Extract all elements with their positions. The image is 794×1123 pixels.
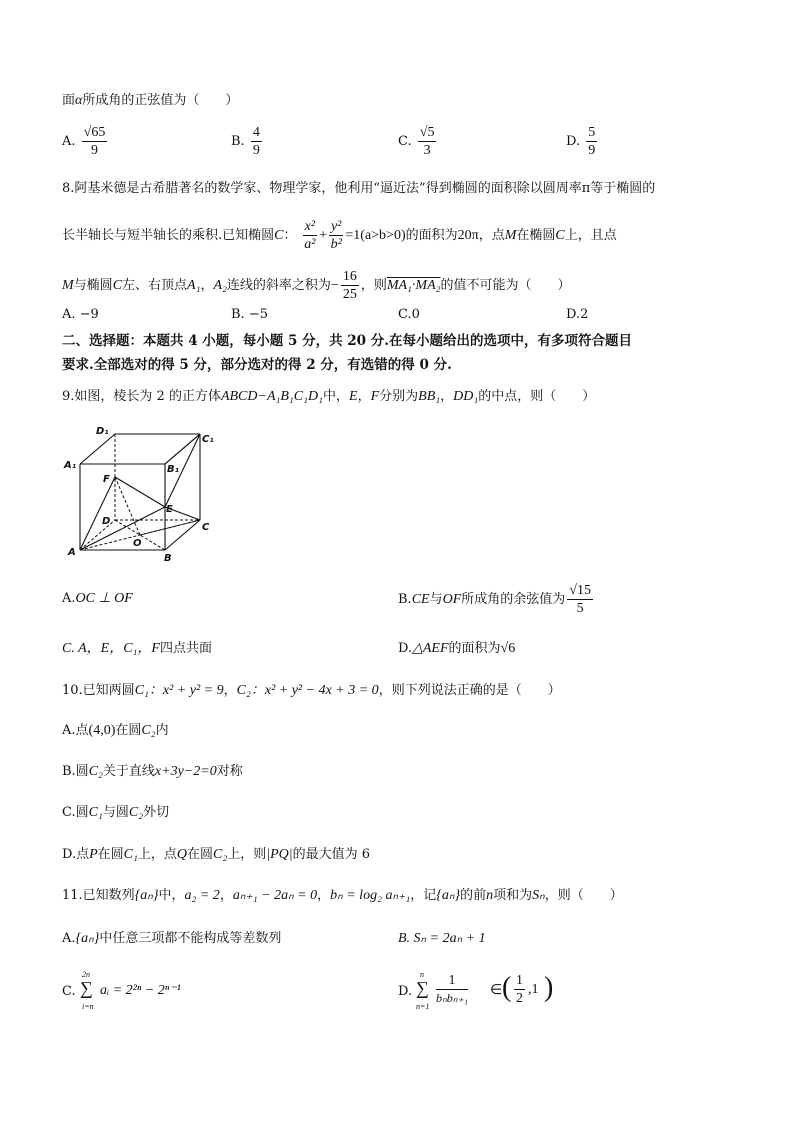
- numerator: y²: [330, 219, 342, 234]
- q9-option-a-expr: OC ⊥ OF: [75, 591, 133, 606]
- point-q: Q: [176, 847, 188, 862]
- q11-stem: [62, 887, 623, 905]
- label-d1: D₁: [96, 426, 109, 437]
- q9-text: 所成角的余弦值为: [461, 592, 566, 607]
- q11-text: 项和为: [493, 888, 533, 903]
- element-of: ∈: [490, 983, 503, 998]
- q10-text: 关于直线: [102, 764, 155, 779]
- numerator: √15: [569, 583, 591, 598]
- denominator: b²: [330, 237, 342, 252]
- denominator: bₙbₙ₊₁: [436, 991, 469, 1005]
- label-d: D: [102, 516, 111, 527]
- denominator: a²: [304, 237, 316, 252]
- option-label: A.: [62, 134, 76, 149]
- denominator: 9: [91, 143, 99, 158]
- circle-c2: C₂: [88, 764, 103, 779]
- q8-text: ，点: [478, 228, 505, 243]
- q9-text: 的中点，则（ ）: [478, 389, 596, 404]
- ellipse-name: C: [112, 278, 123, 293]
- segment-of: OF: [442, 592, 462, 607]
- label-a: A: [68, 547, 76, 558]
- fraction: [251, 124, 262, 159]
- line-equation: x+3y−2=0: [154, 764, 217, 779]
- condition-1: a₂ = 2: [184, 888, 220, 903]
- numerator: 5: [588, 125, 596, 140]
- minus: −: [330, 278, 339, 293]
- q10-text: 的最大值为 6: [292, 847, 371, 862]
- ellipse-name: C: [274, 228, 284, 243]
- q9-option-a: [62, 590, 133, 608]
- vertex-a1: A₁: [187, 278, 201, 293]
- comma: ，: [223, 683, 237, 698]
- plus: +: [319, 228, 327, 243]
- circle-c2: C₂: [213, 847, 228, 862]
- q8-text: 长半轴长与短半轴长的乘积.已知椭圆: [62, 228, 275, 243]
- q10-text: 上，点: [137, 847, 177, 862]
- q11-text: 的前: [460, 888, 487, 903]
- option-label: B.: [231, 134, 245, 149]
- fraction: [329, 218, 343, 253]
- q7-text: 所成角的正弦值为（ ）: [82, 93, 239, 108]
- label-c1: C₁: [202, 434, 214, 445]
- ellipse-equation-tail: =1(a>b>0): [345, 228, 406, 243]
- section-heading-cont: 要求.全部选对的得 5 分，部分选对的得 2 分，有选错的得 0 分.: [62, 357, 452, 373]
- option-label: C.: [62, 984, 76, 999]
- q10-text: A.点: [62, 723, 89, 738]
- q8-text: 在椭圆: [516, 228, 556, 243]
- circle-c1: C₁: [134, 683, 149, 698]
- circle-c2: C₂: [128, 805, 144, 820]
- numerator: 1: [516, 973, 523, 988]
- fraction: [436, 972, 468, 1007]
- numerator: √65: [83, 125, 106, 140]
- fraction: [514, 972, 525, 1007]
- q9-stem: [62, 388, 595, 406]
- vertex-a2: A₂: [213, 278, 227, 293]
- sigma: ∑: [80, 978, 93, 998]
- circle-c2: C₂: [141, 723, 156, 738]
- option-label: D.: [566, 134, 581, 149]
- section-heading: 二、选择题：本题共 4 小题，每小题 5 分，共 20 分.在每小题给出的选项中，有多项符合题目: [62, 333, 632, 349]
- q7-option-c: [398, 124, 438, 159]
- edge-bb1: BB₁: [418, 389, 441, 404]
- fraction: [586, 124, 597, 159]
- q8-text: 的值不可能为（ ）: [440, 278, 571, 293]
- q8-option-b: B. −5: [231, 307, 268, 322]
- ellipse-name: C: [555, 228, 565, 243]
- q8-line2: [62, 218, 617, 253]
- q8-text: 上，且点: [564, 228, 617, 243]
- circle-c1-equation: ：x² + y² = 9: [148, 683, 224, 698]
- segment-ce: CE: [411, 592, 430, 607]
- q9-option-c-points: C. A，E，C₁，F: [62, 641, 160, 656]
- q9-option-c: [62, 640, 212, 658]
- sum-sn: Sₙ: [532, 888, 545, 903]
- denominator: 3: [423, 143, 431, 158]
- point-e: E: [349, 389, 358, 404]
- vector-product: MA₁·MA₂: [386, 278, 441, 293]
- comma: ，: [200, 278, 214, 293]
- q11-text: 11.已知数列: [62, 888, 135, 903]
- label-a1: A₁: [64, 460, 77, 471]
- circle-c1: C₁: [123, 847, 138, 862]
- q8-text: ，则: [360, 278, 387, 293]
- q10-option-b: [62, 763, 243, 781]
- option-label: A.: [62, 931, 76, 946]
- sequence-an: {aₙ}: [134, 888, 159, 903]
- q8-line1: 8.阿基米德是古希腊著名的数学家、物理学家，他利用“逼近法”得到椭圆的面积除以圆周率π等于椭圆的: [62, 181, 656, 196]
- q9-text: 9.如图，棱长为 2 的正方体: [62, 389, 221, 404]
- q10-text: 与圆: [102, 805, 129, 820]
- q8-text: 的面积为: [405, 228, 458, 243]
- q7-option-a: [62, 124, 109, 159]
- option-label: A.: [62, 591, 76, 606]
- option-label: B.: [398, 592, 412, 607]
- cube-figure: [60, 422, 220, 562]
- left-paren: (: [502, 972, 512, 1003]
- right-paren: ): [544, 972, 554, 1003]
- option-label: C.: [398, 134, 412, 149]
- q10-text: 10.已知两圆: [62, 683, 135, 698]
- q7-option-d: [566, 124, 599, 159]
- fraction: [567, 582, 593, 617]
- var-n: n: [486, 888, 494, 903]
- q11-option-b-expr: B. Sₙ = 2aₙ + 1: [398, 931, 486, 946]
- q11-text: ，记: [410, 888, 437, 903]
- label-f: F: [103, 474, 110, 485]
- point-m: M: [62, 278, 74, 293]
- denominator: 5: [576, 601, 584, 616]
- q10-text: 在圆: [97, 847, 124, 862]
- condition-2: aₙ₊₁ − 2aₙ = 0: [232, 888, 318, 903]
- point-coord: (4,0): [88, 723, 116, 738]
- fraction: [303, 218, 317, 253]
- q9-option-d: [398, 640, 515, 658]
- option-label: D.: [398, 641, 413, 656]
- interval-end: ,1: [528, 982, 539, 997]
- point-f: F: [370, 389, 380, 404]
- q10-text: 在圆: [115, 723, 142, 738]
- q7-stem: [62, 92, 238, 110]
- option-label: D.: [398, 984, 413, 999]
- circle-c2-equation: ：x² + y² − 4x + 3 = 0: [250, 683, 379, 698]
- numerator: 16: [342, 269, 357, 284]
- point-m: M: [504, 228, 517, 243]
- q10-option-c: [62, 804, 169, 822]
- fraction: [418, 124, 437, 159]
- sequence-an: {aₙ}: [75, 931, 100, 946]
- q10-text: B.圆: [62, 764, 89, 779]
- triangle-aef: △AEF: [412, 641, 449, 656]
- numerator: √5: [419, 125, 435, 140]
- q11-text: 中，: [158, 888, 185, 903]
- q9-text: 分别为: [379, 389, 419, 404]
- q8-option-a: A. −9: [62, 307, 99, 322]
- sum-lower: n=1: [416, 1002, 430, 1011]
- q10-text: 内: [155, 723, 169, 738]
- q10-text: 在圆: [187, 847, 214, 862]
- q10-text: ，则下列说法正确的是（ ）: [378, 683, 561, 698]
- q10-text: D.点: [62, 847, 90, 862]
- distance-pq: |PQ|: [266, 847, 293, 862]
- q9-text: 的面积为: [448, 641, 501, 656]
- label-e: E: [166, 504, 173, 515]
- q10-text: 上，则: [227, 847, 267, 862]
- q9-option-b: [398, 582, 595, 617]
- q8-text: 与椭圆: [73, 278, 113, 293]
- q9-text: 与: [429, 592, 443, 607]
- q7-option-b: [231, 124, 264, 159]
- label-b: B: [164, 553, 172, 562]
- circle-c1: C₁: [88, 805, 103, 820]
- edge-dd1: DD₁: [453, 389, 479, 404]
- q10-text: 对称: [216, 764, 243, 779]
- q8-option-c: C.0: [398, 307, 420, 322]
- sum-upper: n: [420, 970, 424, 979]
- comma: ，: [357, 389, 371, 404]
- sigma: ∑: [416, 978, 429, 998]
- sequence-an: {aₙ}: [436, 888, 461, 903]
- denominator: 2: [516, 991, 523, 1006]
- q10-text: 外切: [143, 805, 170, 820]
- comma: ，: [219, 888, 233, 903]
- alpha-symbol: α: [75, 93, 83, 108]
- q9-text: 四点共面: [159, 641, 212, 656]
- comma: ，: [440, 389, 454, 404]
- denominator: 25: [342, 287, 357, 302]
- q11-text: ，则（ ）: [544, 888, 623, 903]
- cube-name: ABCD−A₁B₁C₁D₁: [220, 389, 323, 404]
- q11-option-c-expr: aᵢ = 2²ⁿ − 2ⁿ⁻¹: [100, 983, 181, 998]
- area-value: 20π: [457, 228, 479, 243]
- q9-text: 中，: [322, 389, 349, 404]
- q10-option-a: [62, 722, 169, 740]
- denominator: 9: [252, 143, 260, 158]
- q11-option-a: [62, 930, 281, 948]
- colon: ：: [283, 228, 297, 243]
- q11-option-b: [398, 930, 486, 948]
- q7-text: 面: [62, 93, 76, 108]
- sum-lower: i=n: [82, 1002, 94, 1011]
- comma: ，: [317, 888, 331, 903]
- numerator: x²: [304, 219, 316, 234]
- denominator: 9: [588, 143, 596, 158]
- fraction: [82, 124, 108, 159]
- condition-3: bₙ = log₂ aₙ₊₁: [330, 888, 411, 903]
- area-value: √6: [500, 641, 516, 656]
- numerator: 1: [436, 972, 468, 990]
- label-o: O: [133, 538, 142, 549]
- sum-upper: 2n: [82, 970, 90, 979]
- q10-option-d: [62, 846, 370, 864]
- q10-text: C.圆: [62, 805, 89, 820]
- fraction: [341, 268, 359, 303]
- label-c: C: [202, 522, 210, 533]
- q8-text: 连线的斜率之积为: [226, 278, 331, 293]
- q8-line3: [62, 268, 571, 303]
- circle-c2: C₂: [236, 683, 251, 698]
- q8-option-d: D.2: [566, 307, 589, 322]
- label-b1: B₁: [167, 464, 180, 475]
- q8-text: 左、右顶点: [122, 278, 188, 293]
- q10-stem: [62, 682, 561, 700]
- q11-text: 中任意三项都不能构成等差数列: [99, 931, 282, 946]
- point-p: P: [89, 847, 98, 862]
- numerator: 4: [252, 125, 260, 140]
